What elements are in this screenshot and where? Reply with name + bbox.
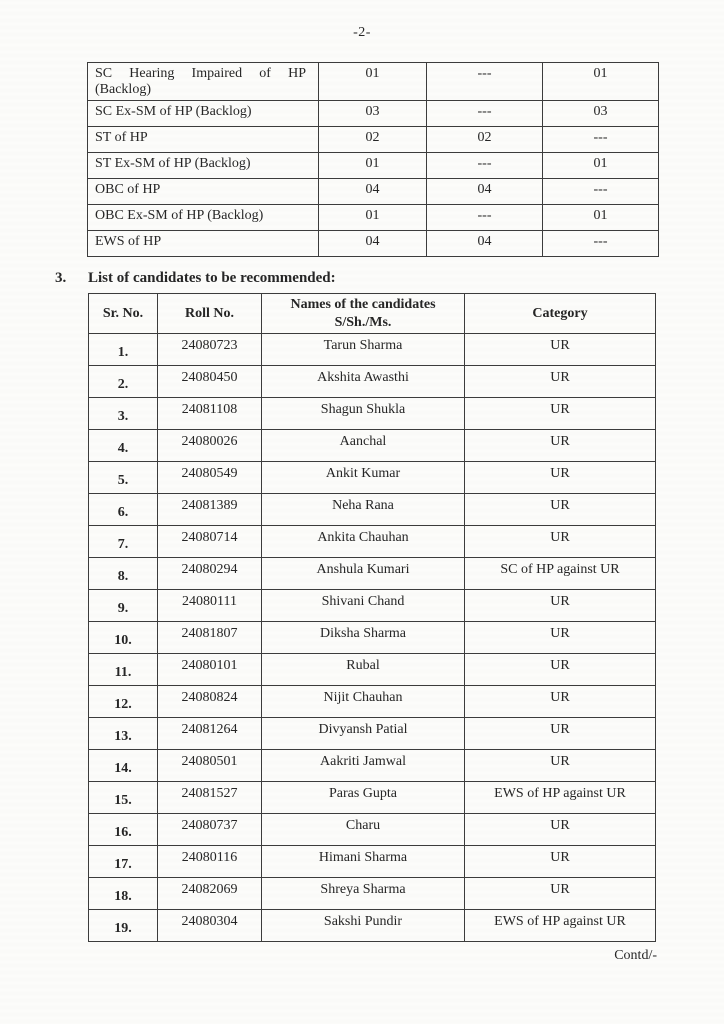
sr-no-cell: 13. [89, 718, 158, 750]
category-cell: EWS of HP against UR [465, 910, 656, 942]
sr-no-cell: 14. [89, 750, 158, 782]
name-cell: Aanchal [262, 430, 465, 462]
roll-no-cell: 24082069 [158, 878, 262, 910]
name-cell: Tarun Sharma [262, 334, 465, 366]
table-row [88, 127, 659, 153]
sr-no-cell: 15. [89, 782, 158, 814]
category-cell: UR [465, 878, 656, 910]
table-row [89, 878, 656, 910]
name-cell: Charu [262, 814, 465, 846]
name-cell: Paras Gupta [262, 782, 465, 814]
table-row [89, 718, 656, 750]
vacancy-value: 04 [427, 179, 543, 205]
vacancy-category-label: SC Hearing Impaired of HP (Backlog) [88, 63, 319, 101]
table-row [88, 205, 659, 231]
category-cell: UR [465, 398, 656, 430]
vacancy-value: 01 [319, 205, 427, 231]
sr-no-cell: 4. [89, 430, 158, 462]
category-cell: UR [465, 750, 656, 782]
category-cell: UR [465, 462, 656, 494]
category-cell: UR [465, 654, 656, 686]
vacancy-category-label: EWS of HP [88, 231, 319, 257]
table-row [89, 686, 656, 718]
vacancy-table [87, 62, 659, 257]
roll-no-cell: 24081527 [158, 782, 262, 814]
category-cell: UR [465, 622, 656, 654]
name-cell: Divyansh Patial [262, 718, 465, 750]
sr-no-cell: 19. [89, 910, 158, 942]
vacancy-value: 04 [319, 231, 427, 257]
page-number: -2- [353, 25, 371, 40]
vacancy-category-label: ST of HP [88, 127, 319, 153]
vacancy-value: 01 [543, 153, 659, 179]
table-row [89, 462, 656, 494]
roll-no-cell: 24080111 [158, 590, 262, 622]
roll-no-cell: 24081389 [158, 494, 262, 526]
table-row [89, 366, 656, 398]
name-cell: Ankit Kumar [262, 462, 465, 494]
vacancy-value: 01 [543, 63, 659, 101]
vacancy-category-label: SC Ex-SM of HP (Backlog) [88, 101, 319, 127]
table-row [89, 398, 656, 430]
vacancy-value: 01 [543, 205, 659, 231]
name-cell: Himani Sharma [262, 846, 465, 878]
name-cell: Shivani Chand [262, 590, 465, 622]
column-header-names-line2: S/Sh./Ms. [334, 314, 392, 330]
vacancy-category-label: OBC Ex-SM of HP (Backlog) [88, 205, 319, 231]
roll-no-cell: 24080294 [158, 558, 262, 590]
vacancy-value: 04 [427, 231, 543, 257]
vacancy-value: --- [427, 101, 543, 127]
sr-no-cell: 5. [89, 462, 158, 494]
sr-no-cell: 16. [89, 814, 158, 846]
roll-no-cell: 24080714 [158, 526, 262, 558]
vacancy-value: 01 [319, 63, 427, 101]
vacancy-value: --- [427, 205, 543, 231]
sr-no-cell: 2. [89, 366, 158, 398]
vacancy-value: 02 [319, 127, 427, 153]
roll-no-cell: 24080101 [158, 654, 262, 686]
vacancy-value: --- [427, 63, 543, 101]
name-cell: Ankita Chauhan [262, 526, 465, 558]
vacancy-value: --- [543, 179, 659, 205]
vacancy-value: 01 [319, 153, 427, 179]
category-cell: UR [465, 590, 656, 622]
name-cell: Akshita Awasthi [262, 366, 465, 398]
table-row [88, 231, 659, 257]
name-cell: Anshula Kumari [262, 558, 465, 590]
roll-no-cell: 24080549 [158, 462, 262, 494]
category-cell: UR [465, 814, 656, 846]
name-cell: Sakshi Pundir [262, 910, 465, 942]
category-cell: UR [465, 846, 656, 878]
category-cell: UR [465, 430, 656, 462]
section-title: List of candidates to be recommended: [88, 270, 336, 286]
table-row [89, 558, 656, 590]
category-cell: UR [465, 526, 656, 558]
vacancy-category-label: OBC of HP [88, 179, 319, 205]
table-row [88, 63, 659, 101]
continuation-note: Contd/- [614, 948, 657, 963]
roll-no-cell: 24080116 [158, 846, 262, 878]
table-row [89, 526, 656, 558]
table-row [89, 430, 656, 462]
name-cell: Rubal [262, 654, 465, 686]
column-header-category: Category [465, 294, 656, 334]
sr-no-cell: 10. [89, 622, 158, 654]
table-row [88, 101, 659, 127]
column-header-roll-no: Roll No. [158, 294, 262, 334]
category-cell: EWS of HP against UR [465, 782, 656, 814]
roll-no-cell: 24080824 [158, 686, 262, 718]
roll-no-cell: 24081807 [158, 622, 262, 654]
table-row [89, 846, 656, 878]
table-row [89, 814, 656, 846]
sr-no-cell: 12. [89, 686, 158, 718]
sr-no-cell: 3. [89, 398, 158, 430]
table-row [89, 750, 656, 782]
vacancy-value: 02 [427, 127, 543, 153]
category-cell: UR [465, 334, 656, 366]
section-heading [55, 270, 658, 287]
vacancy-value: --- [427, 153, 543, 179]
sr-no-cell: 1. [89, 334, 158, 366]
table-row [89, 782, 656, 814]
vacancy-value: 04 [319, 179, 427, 205]
table-row [89, 622, 656, 654]
roll-no-cell: 24080737 [158, 814, 262, 846]
category-cell: SC of HP against UR [465, 558, 656, 590]
roll-no-cell: 24080723 [158, 334, 262, 366]
name-cell: Neha Rana [262, 494, 465, 526]
roll-no-cell: 24080450 [158, 366, 262, 398]
name-cell: Aakriti Jamwal [262, 750, 465, 782]
vacancy-value: --- [543, 127, 659, 153]
name-cell: Shagun Shukla [262, 398, 465, 430]
sr-no-cell: 17. [89, 846, 158, 878]
roll-no-cell: 24080304 [158, 910, 262, 942]
sr-no-cell: 9. [89, 590, 158, 622]
sr-no-cell: 6. [89, 494, 158, 526]
table-row [89, 494, 656, 526]
sr-no-cell: 11. [89, 654, 158, 686]
column-header-names [262, 294, 465, 334]
candidates-table [88, 293, 656, 942]
sr-no-cell: 7. [89, 526, 158, 558]
table-row [89, 334, 656, 366]
roll-no-cell: 24081108 [158, 398, 262, 430]
vacancy-value: 03 [543, 101, 659, 127]
table-header-row [89, 294, 656, 334]
roll-no-cell: 24080501 [158, 750, 262, 782]
sr-no-cell: 18. [89, 878, 158, 910]
vacancy-value: 03 [319, 101, 427, 127]
name-cell: Shreya Sharma [262, 878, 465, 910]
category-cell: UR [465, 494, 656, 526]
table-row [88, 153, 659, 179]
table-row [89, 590, 656, 622]
name-cell: Nijit Chauhan [262, 686, 465, 718]
table-row [89, 654, 656, 686]
table-row [88, 179, 659, 205]
name-cell: Diksha Sharma [262, 622, 465, 654]
category-cell: UR [465, 718, 656, 750]
column-header-names-line1: Names of the candidates [290, 297, 436, 312]
roll-no-cell: 24080026 [158, 430, 262, 462]
vacancy-value: --- [543, 231, 659, 257]
table-row [89, 910, 656, 942]
sr-no-cell: 8. [89, 558, 158, 590]
section-number: 3. [55, 270, 67, 286]
category-cell: UR [465, 366, 656, 398]
roll-no-cell: 24081264 [158, 718, 262, 750]
column-header-sr-no: Sr. No. [89, 294, 158, 334]
category-cell: UR [465, 686, 656, 718]
vacancy-category-label: ST Ex-SM of HP (Backlog) [88, 153, 319, 179]
